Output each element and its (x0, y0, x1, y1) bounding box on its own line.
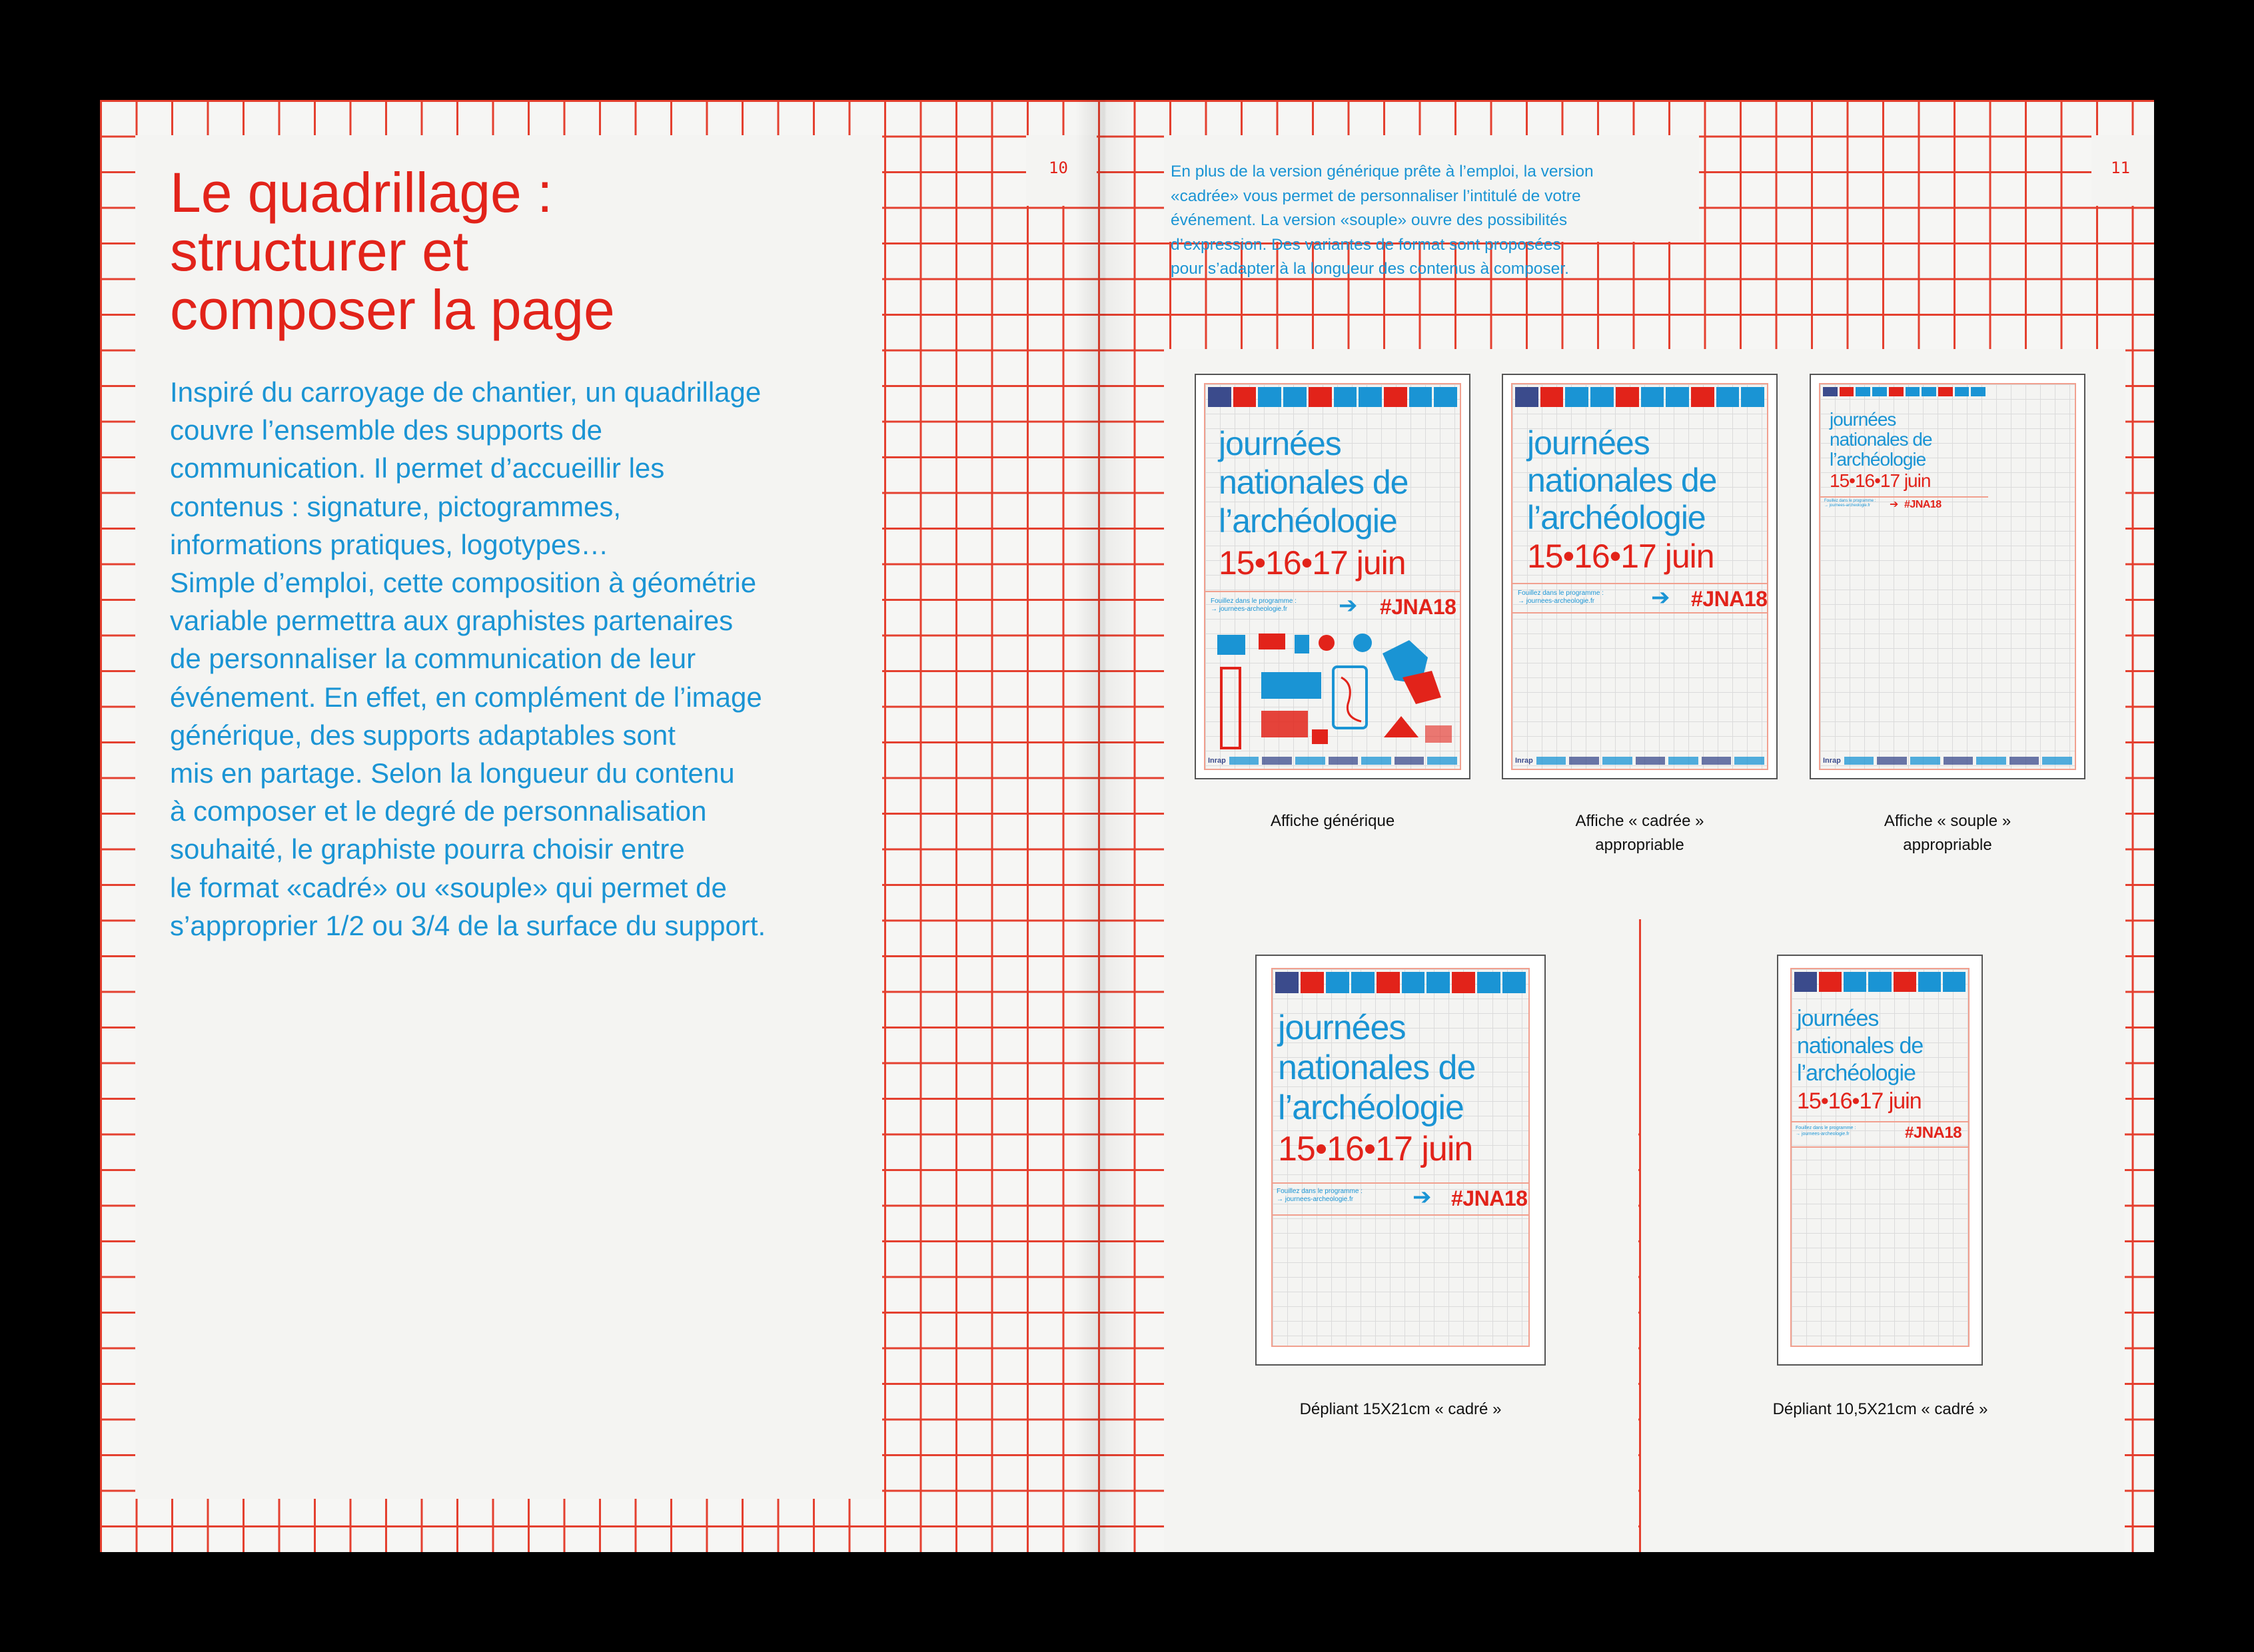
pictogram-icon (1309, 387, 1332, 407)
partner-logo (1229, 757, 1259, 765)
poster-title (1830, 410, 1932, 470)
poster-hashtag: #JNA18 (1691, 587, 1768, 611)
poster-title (1797, 1005, 1923, 1087)
pictogram-icon (1409, 387, 1432, 407)
mammoth-pictogram (1217, 635, 1245, 655)
caption-affiche-generique (1195, 809, 1470, 833)
intro-line: «cadrée» vous permet de personnaliser l’intitulé de votre (1171, 187, 1581, 205)
poster-separator (1792, 1121, 1968, 1122)
poster-separator (1512, 612, 1767, 614)
partner-logo (1702, 757, 1732, 765)
partner-logos (1823, 757, 2072, 765)
pictogram-icon (1301, 972, 1324, 993)
body-line: événement. En effet, en complément de l’image (170, 681, 762, 713)
partner-logo (1427, 757, 1457, 765)
pictogram-icon (1616, 387, 1639, 407)
poster-title-line: l’archéologie (1830, 449, 1926, 470)
pictogram-icon (1565, 387, 1588, 407)
program-link-line: Fouillez dans le programme : (1211, 598, 1297, 605)
partner-logo (1668, 757, 1698, 765)
marianne-icon (1275, 972, 1299, 993)
pictogram-strip (1792, 969, 1968, 995)
pictogram-icon (1666, 387, 1689, 407)
partner-logo (1844, 757, 1874, 765)
poster-title-line: journées (1830, 409, 1896, 430)
partner-logo (1262, 757, 1292, 765)
poster-date: 15•16•17 juin (1830, 470, 1931, 491)
program-link-text (1824, 499, 1876, 508)
colosseum-pictogram (1261, 672, 1321, 699)
pictogram-icon (1641, 387, 1664, 407)
poster-title-line: nationales de (1219, 464, 1409, 501)
poster-hashtag: #JNA18 (1451, 1186, 1528, 1210)
poster-date: 15•16•17 juin (1219, 544, 1406, 582)
pictogram-icon (1590, 387, 1614, 407)
pictogram-icon (1955, 387, 1970, 396)
spread-fold-shadow (1075, 100, 1135, 1552)
poster-hashtag: #JNA18 (1380, 595, 1456, 619)
caption-depliant-10x21 (1667, 1398, 2093, 1422)
body-line: de personnaliser la communication de leur (170, 643, 696, 675)
partner-logo (2042, 757, 2072, 765)
marianne-icon (1794, 972, 1817, 992)
pictogram-icon (1359, 387, 1382, 407)
pictogram-icon (1918, 972, 1941, 992)
poster-hashtag: #JNA18 (1904, 499, 1942, 510)
caption-affiche-souple (1810, 809, 2085, 857)
body-line: variable permettra aux graphistes partenaires (170, 605, 734, 637)
brochure-spread (100, 100, 2154, 1552)
title-line: Le quadrillage : (170, 161, 553, 224)
poster-date: 15•16•17 juin (1527, 538, 1714, 575)
program-link-text (1518, 590, 1604, 606)
poster-title-line: journées (1278, 1009, 1406, 1047)
pictogram-icon (1868, 972, 1891, 992)
affiche-souple-thumb (1810, 374, 2085, 779)
figure-pictogram (1261, 711, 1308, 737)
poster-title (1219, 424, 1408, 540)
pictogram-strip (1512, 384, 1767, 410)
pictogram (1312, 729, 1328, 744)
arrow-icon: ➔ (1890, 499, 1899, 510)
partner-logo (1877, 757, 1907, 765)
poster-title-line: l’archéologie (1527, 499, 1706, 536)
bottom-margin-cover (1164, 1500, 2125, 1527)
profile-pictogram (1341, 677, 1361, 721)
body-line: souhaité, le graphiste pourra choisir entre (170, 833, 685, 865)
caption-line: appropriable (1595, 836, 1684, 854)
caption-depliant-15x21 (1189, 1398, 1612, 1422)
poster-separator (1273, 1214, 1528, 1216)
poster-date: 15•16•17 juin (1278, 1130, 1473, 1168)
program-link-text (1277, 1188, 1363, 1204)
animal-pictogram (1425, 725, 1452, 743)
roof-pictogram (1384, 716, 1418, 737)
marianne-icon (1208, 387, 1231, 407)
partner-logo (1602, 757, 1632, 765)
partner-logo (1910, 757, 1940, 765)
poster (1819, 383, 2076, 770)
intro-line: En plus de la version générique prête à l’emploi, la version (1171, 163, 1594, 181)
partner-logo (1569, 757, 1599, 765)
pictogram-icon (1426, 972, 1450, 993)
pictogram-icon (1741, 387, 1764, 407)
poster-title-line: journées (1219, 425, 1341, 462)
poster-date: 15•16•17 juin (1797, 1088, 1922, 1114)
pictogram-icon (1716, 387, 1740, 407)
pictogram (1295, 635, 1309, 653)
page-title (170, 163, 869, 339)
poster-title-line: journées (1527, 424, 1650, 462)
illustration-collage (1208, 631, 1465, 757)
body-paragraph (170, 373, 923, 945)
program-link-line: → journees-archeologie.fr (1211, 606, 1288, 613)
pictogram-icon (1840, 387, 1854, 396)
pictogram-icon (1971, 387, 1985, 396)
pictogram-icon (1943, 972, 1966, 992)
body-line: le format «cadré» ou «souple» qui permet de (170, 871, 727, 903)
poster-separator (1512, 583, 1767, 584)
caption-affiche-cadree (1502, 809, 1778, 857)
pictogram-icon (1434, 387, 1457, 407)
body-line: s’approprier 1/2 ou 3/4 de la surface du support. (170, 909, 766, 941)
poster-title-line: nationales de (1797, 1033, 1924, 1058)
body-line: contenus : signature, pictogrammes, (170, 490, 622, 522)
pictogram-strip (1273, 969, 1528, 996)
pictogram-icon (1540, 387, 1564, 407)
poster-title-line: nationales de (1527, 462, 1717, 499)
depliant-10x21-thumb (1777, 955, 1983, 1366)
title-line: composer la page (170, 278, 615, 341)
page-number-left: 10 (1049, 159, 1068, 177)
body-line: générique, des supports adaptables sont (170, 719, 676, 751)
body-line: à composer et le degré de personnalisation (170, 795, 707, 827)
program-link-line: → journees-archeologie.fr (1518, 598, 1595, 605)
arrow-icon: ➔ (1339, 593, 1358, 618)
caption-line: Dépliant 10,5X21cm « cadré » (1772, 1400, 1988, 1418)
pictogram-icon (1233, 387, 1257, 407)
pictogram-icon (1283, 387, 1307, 407)
intro-line: pour s’adapter à la longueur des contenus à composer. (1171, 260, 1569, 278)
pictogram-icon (1351, 972, 1375, 993)
inrap-logo: Inrap (1208, 757, 1226, 765)
poster-title (1278, 1008, 1475, 1128)
marianne-icon (1515, 387, 1538, 407)
partner-logo (1395, 757, 1424, 765)
partner-logos (1208, 757, 1457, 765)
caption-line: appropriable (1903, 836, 1992, 854)
pictogram-icon (1477, 972, 1500, 993)
body-line: mis en partage. Selon la longueur du contenu (170, 757, 735, 789)
caption-line: Affiche générique (1270, 812, 1395, 830)
program-link-line: Fouillez dans le programme : (1824, 499, 1876, 503)
poster-title-line: nationales de (1278, 1048, 1476, 1087)
program-link-line: → journees-archeologie.fr (1824, 504, 1871, 508)
body-line: Inspiré du carroyage de chantier, un quadrillage (170, 376, 762, 408)
partner-logo (1636, 757, 1666, 765)
arrow-icon: ➔ (1412, 1184, 1432, 1210)
partner-logo (1295, 757, 1325, 765)
poster-title-line: nationales de (1830, 429, 1932, 450)
program-link-line: → journees-archeologie.fr (1796, 1132, 1850, 1136)
poster (1204, 383, 1461, 770)
poster-separator (1205, 591, 1460, 592)
program-link-line: Fouillez dans le programme : (1796, 1126, 1856, 1130)
partner-logo (1536, 757, 1566, 765)
pictogram-icon (1258, 387, 1281, 407)
pictogram-strip (1205, 384, 1460, 410)
inrap-logo: Inrap (1515, 757, 1533, 765)
inrap-logo: Inrap (1823, 757, 1841, 765)
pictogram-icon (1872, 387, 1887, 396)
affiche-cadree-thumb (1502, 374, 1778, 779)
leaflet-divider (1639, 919, 1641, 1552)
column-pictogram (1221, 668, 1240, 748)
pictogram-icon (1922, 387, 1936, 396)
pictogram-icon (1402, 972, 1425, 993)
program-link-line: → journees-archeologie.fr (1277, 1196, 1354, 1203)
poster (1271, 968, 1530, 1347)
pictogram-icon (1844, 972, 1866, 992)
pictogram-icon (1377, 972, 1400, 993)
globe-pictogram (1353, 633, 1372, 652)
body-line: couvre l’ensemble des supports de (170, 414, 603, 446)
caption-line: Affiche « cadrée » (1575, 812, 1704, 830)
amphora-pictogram (1319, 635, 1335, 651)
depliant-15x21-thumb (1255, 955, 1546, 1366)
partner-logo (1361, 757, 1391, 765)
pictogram-icon (1856, 387, 1870, 396)
poster-title-line: l’archéologie (1278, 1088, 1464, 1127)
poster (1511, 383, 1768, 770)
poster (1790, 968, 1970, 1347)
caption-line: Affiche « souple » (1884, 812, 2011, 830)
partner-logo (1976, 757, 2006, 765)
program-link-line: Fouillez dans le programme : (1277, 1188, 1363, 1195)
body-line: informations pratiques, logotypes… (170, 528, 609, 560)
partner-logo (2009, 757, 2039, 765)
intro-paragraph (1171, 160, 1677, 282)
caption-line: Dépliant 15X21cm « cadré » (1299, 1400, 1502, 1418)
pictogram-icon (1334, 387, 1357, 407)
partner-logo (1329, 757, 1359, 765)
poster-separator (1820, 496, 1988, 498)
poster-title-line: l’archéologie (1219, 502, 1397, 540)
body-line: Simple d’emploi, cette composition à géométrie (170, 567, 757, 599)
pictogram-icon (1691, 387, 1714, 407)
poster-title (1527, 424, 1716, 536)
body-line: communication. Il permet d’accueillir les (170, 452, 665, 484)
pictogram-icon (1452, 972, 1475, 993)
program-link-text (1211, 598, 1297, 614)
pictogram-icon (1889, 387, 1904, 396)
pictogram-icon (1819, 972, 1842, 992)
poster-title-line: l’archéologie (1797, 1060, 1916, 1086)
pictogram-icon (1502, 972, 1526, 993)
program-link-line: Fouillez dans le programme : (1518, 590, 1604, 597)
marianne-icon (1823, 387, 1838, 396)
pictogram-icon (1906, 387, 1920, 396)
program-link-text (1796, 1125, 1856, 1137)
pictogram-icon (1326, 972, 1349, 993)
poster-hashtag: #JNA18 (1905, 1124, 1962, 1142)
partner-logo (1944, 757, 1973, 765)
pictogram-icon (1938, 387, 1953, 396)
poster-title-line: journées (1797, 1006, 1879, 1031)
page-number-right: 11 (2111, 159, 2130, 177)
arrow-icon: ➔ (1651, 585, 1670, 610)
boat-pictogram (1259, 633, 1285, 649)
partner-logo (1734, 757, 1764, 765)
pictogram-strip (1820, 384, 1988, 399)
title-line: structurer et (170, 220, 469, 282)
partner-logos (1515, 757, 1764, 765)
affiche-generique-thumb (1195, 374, 1470, 779)
poster-separator (1273, 1182, 1528, 1184)
intro-line: événement. La version «souple» ouvre des possibilités (1171, 211, 1568, 229)
poster-separator (1792, 1146, 1968, 1148)
pictogram-icon (1894, 972, 1916, 992)
intro-line: d’expression. Des variantes de format sont proposées (1171, 235, 1561, 254)
pictogram-icon (1384, 387, 1407, 407)
